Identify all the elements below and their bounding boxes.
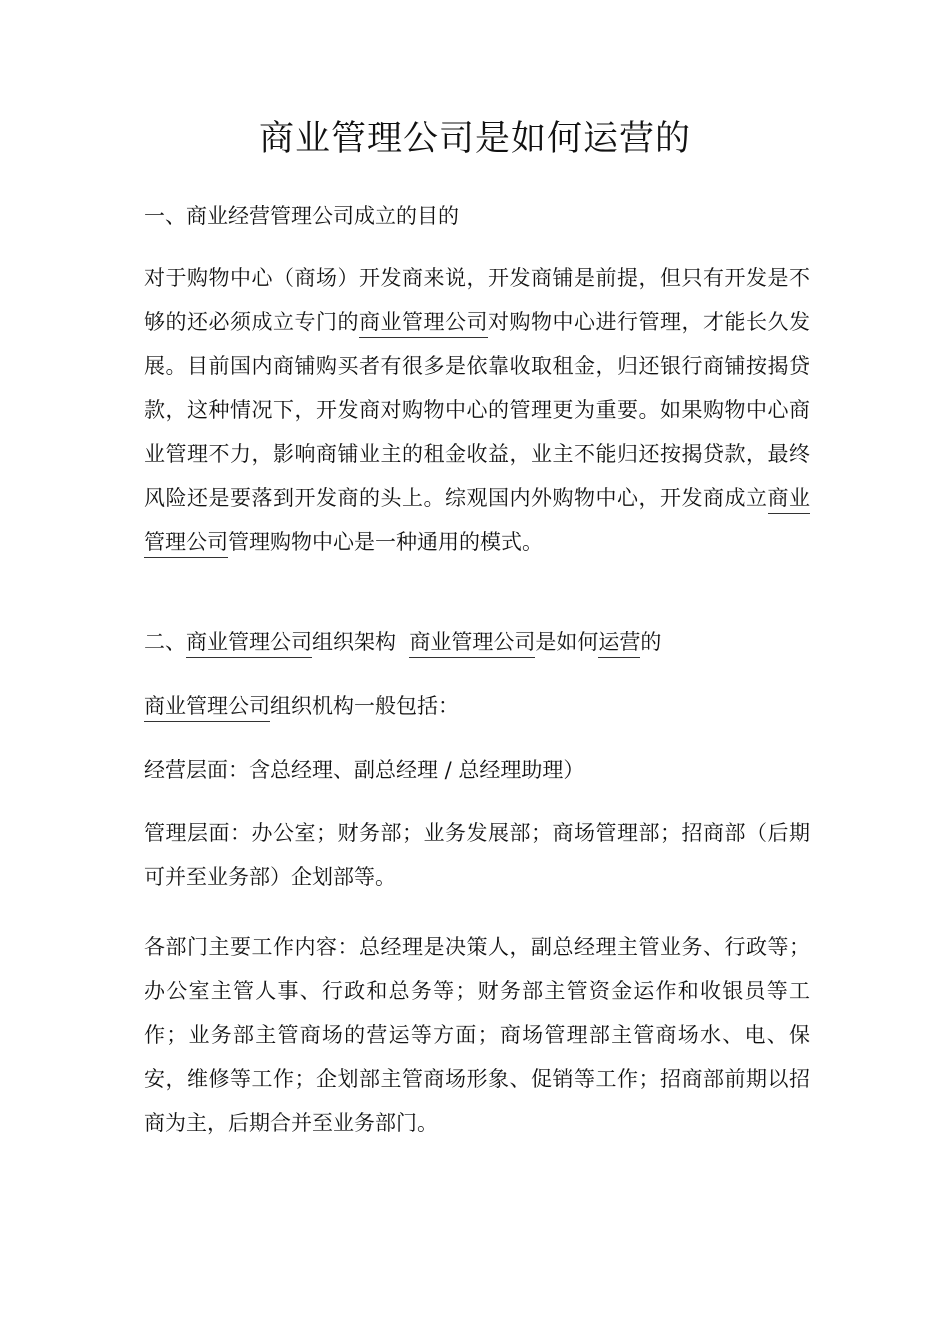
heading-text: 组织架构 [312, 630, 410, 654]
paragraph-text: 对于购物中心（商场）开发商来说，开发商铺是前提，但只有开发是不够的还必须成立专门的 [144, 266, 810, 334]
heading-text: 二、 [144, 630, 186, 654]
company-link[interactable]: 商业管理公司 [144, 486, 810, 558]
company-link[interactable]: 商业管理公司 [409, 630, 535, 658]
section1-paragraph [144, 256, 810, 564]
document-title: 商业管理公司是如何运营的 [258, 119, 691, 159]
operation-link[interactable]: 运营 [598, 630, 640, 658]
company-link[interactable]: 商业管理公司 [144, 694, 270, 722]
company-link[interactable]: 商业管理公司 [359, 310, 488, 338]
management-level: 管理层面：办公室；财务部；业务发展部；商场管理部；招商部（后期可并至业务部）企划部等。 [144, 821, 810, 889]
paragraph-text: 对购物中心进行管理，才能长久发展。目前国内商铺购买者有很多是依靠收取租金，归还银行商铺按揭贷款，这种情况下，开发商对购物中心的管理更为重要。如果购物中心商业管理不力，影响商铺业主的租金收益，业主不能归还按揭贷款，最终风险还是要落到开发商的头上。综观国内外购物中心，开发商成立 [144, 310, 810, 510]
heading-text: 的 [640, 630, 662, 654]
company-link[interactable]: 商业管理公司 [186, 630, 312, 658]
org-intro [144, 684, 810, 728]
org-intro-text: 组织机构一般包括： [270, 694, 459, 718]
operation-level: 经营层面：含总经理、副总经理 / 总经理助理） [144, 758, 585, 782]
paragraph-text: 管理购物中心是一种通用的模式。 [228, 530, 543, 554]
section1-heading: 一、商业经营管理公司成立的目的 [144, 204, 459, 228]
section2-heading [144, 620, 810, 664]
heading-text: 是如何 [535, 630, 599, 654]
department-duties: 各部门主要工作内容：总经理是决策人，副总经理主管业务、行政等；办公室主管人事、行政和总务等；财务部主管资金运作和收银员等工作；业务部主管商场的营运等方面；商场管理部主管商场水、电、保安，维修等工作；企划部主管商场形象、促销等工作；招商部前期以招商为主，后期合并至业务部门。 [144, 935, 810, 1135]
